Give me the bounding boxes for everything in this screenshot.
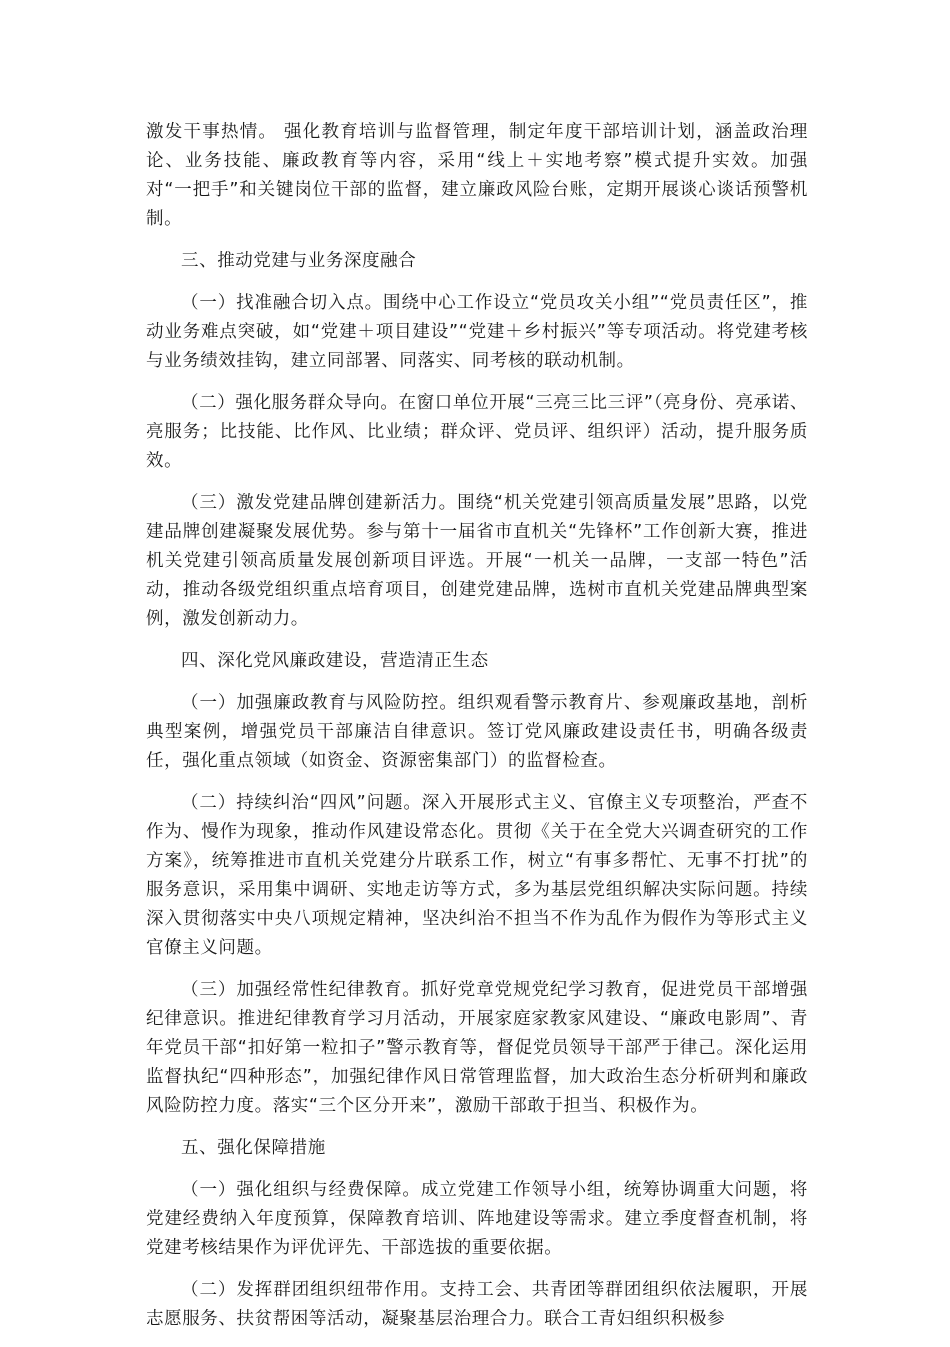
- document-page: [146, 118, 808, 1347]
- section-3-item-1: （一）找准融合切入点。围绕中心工作设立“党员攻关小组”“党员责任区”，推动业务难点突破，如“党建＋项目建设”“党建＋乡村振兴”等专项活动。将党建考核与业务绩效挂钩，建立同部署、同落实、同考核的联动机制。: [146, 293, 808, 371]
- intro-paragraph: 激发干事热情。 强化教育培训与监督管理，制定年度干部培训计划，涵盖政治理论、业务技能、廉政教育等内容，采用“线上＋实地考察”模式提升实效。加强对“一把手”和关键岗位干部的监督，建立廉政风险台账，定期开展谈心谈话预警机制。: [146, 122, 808, 229]
- section-5-heading: 五、强化保障措施: [181, 1138, 326, 1158]
- section-3-item-3: （三）激发党建品牌创建新活力。围绕“机关党建引领高质量发展”思路，以党建品牌创建凝聚发展优势。参与第十一届省市直机关“先锋杯”工作创新大赛，推进机关党建引领高质量发展创新项目评选。开展“一机关一品牌，一支部一特色”活动，推动各级党组织重点培育项目，创建党建品牌，选树市直机关党建品牌典型案例，激发创新动力。: [146, 493, 808, 629]
- section-4-item-2: （二）持续纠治“四风”问题。深入开展形式主义、官僚主义专项整治，严查不作为、慢作为现象，推动作风建设常态化。贯彻《关于在全党大兴调查研究的工作方案》，统筹推进市直机关党建分片联系工作，树立“有事多帮忙、无事不打扰”的服务意识，采用集中调研、实地走访等方式，多为基层党组织解决实际问题。持续深入贯彻落实中央八项规定精神，坚决纠治不担当不作为乱作为假作为等形式主义官僚主义问题。: [146, 793, 808, 958]
- section-4-item-1: （一）加强廉政教育与风险防控。组织观看警示教育片、参观廉政基地，剖析典型案例，增强党员干部廉洁自律意识。签订党风廉政建设责任书，明确各级责任，强化重点领域（如资金、资源密集部门）的监督检查。: [146, 693, 808, 771]
- section-5-item-1: （一）强化组织与经费保障。成立党建工作领导小组，统筹协调重大问题，将党建经费纳入年度预算，保障教育培训、阵地建设等需求。建立季度督查机制，将党建考核结果作为评优评先、干部选拔的重要依据。: [146, 1180, 808, 1258]
- section-4-item-3: （三）加强经常性纪律教育。抓好党章党规党纪学习教育，促进党员干部增强纪律意识。推进纪律教育学习月活动，开展家庭家教家风建设、“廉政电影周”、青年党员干部“扣好第一粒扣子”警示教育等，督促党员领导干部严于律己。深化运用监督执纪“四种形态”，加强纪律作风日常管理监督，加大政治生态分析研判和廉政风险防控力度。落实“三个区分开来”，激励干部敢于担当、积极作为。: [146, 980, 808, 1116]
- section-3-item-2: （二）强化服务群众导向。在窗口单位开展“三亮三比三评”（亮身份、亮承诺、亮服务；比技能、比作风、比业绩；群众评、党员评、组织评）活动，提升服务质效。: [146, 393, 808, 471]
- section-5-item-2: （二）发挥群团组织纽带作用。支持工会、共青团等群团组织依法履职，开展志愿服务、扶贫帮困等活动，凝聚基层治理合力。联合工青妇组织积极参: [146, 1280, 808, 1329]
- section-3-heading: 三、推动党建与业务深度融合: [181, 251, 417, 271]
- section-4-heading: 四、深化党风廉政建设，营造清正生态: [181, 651, 489, 671]
